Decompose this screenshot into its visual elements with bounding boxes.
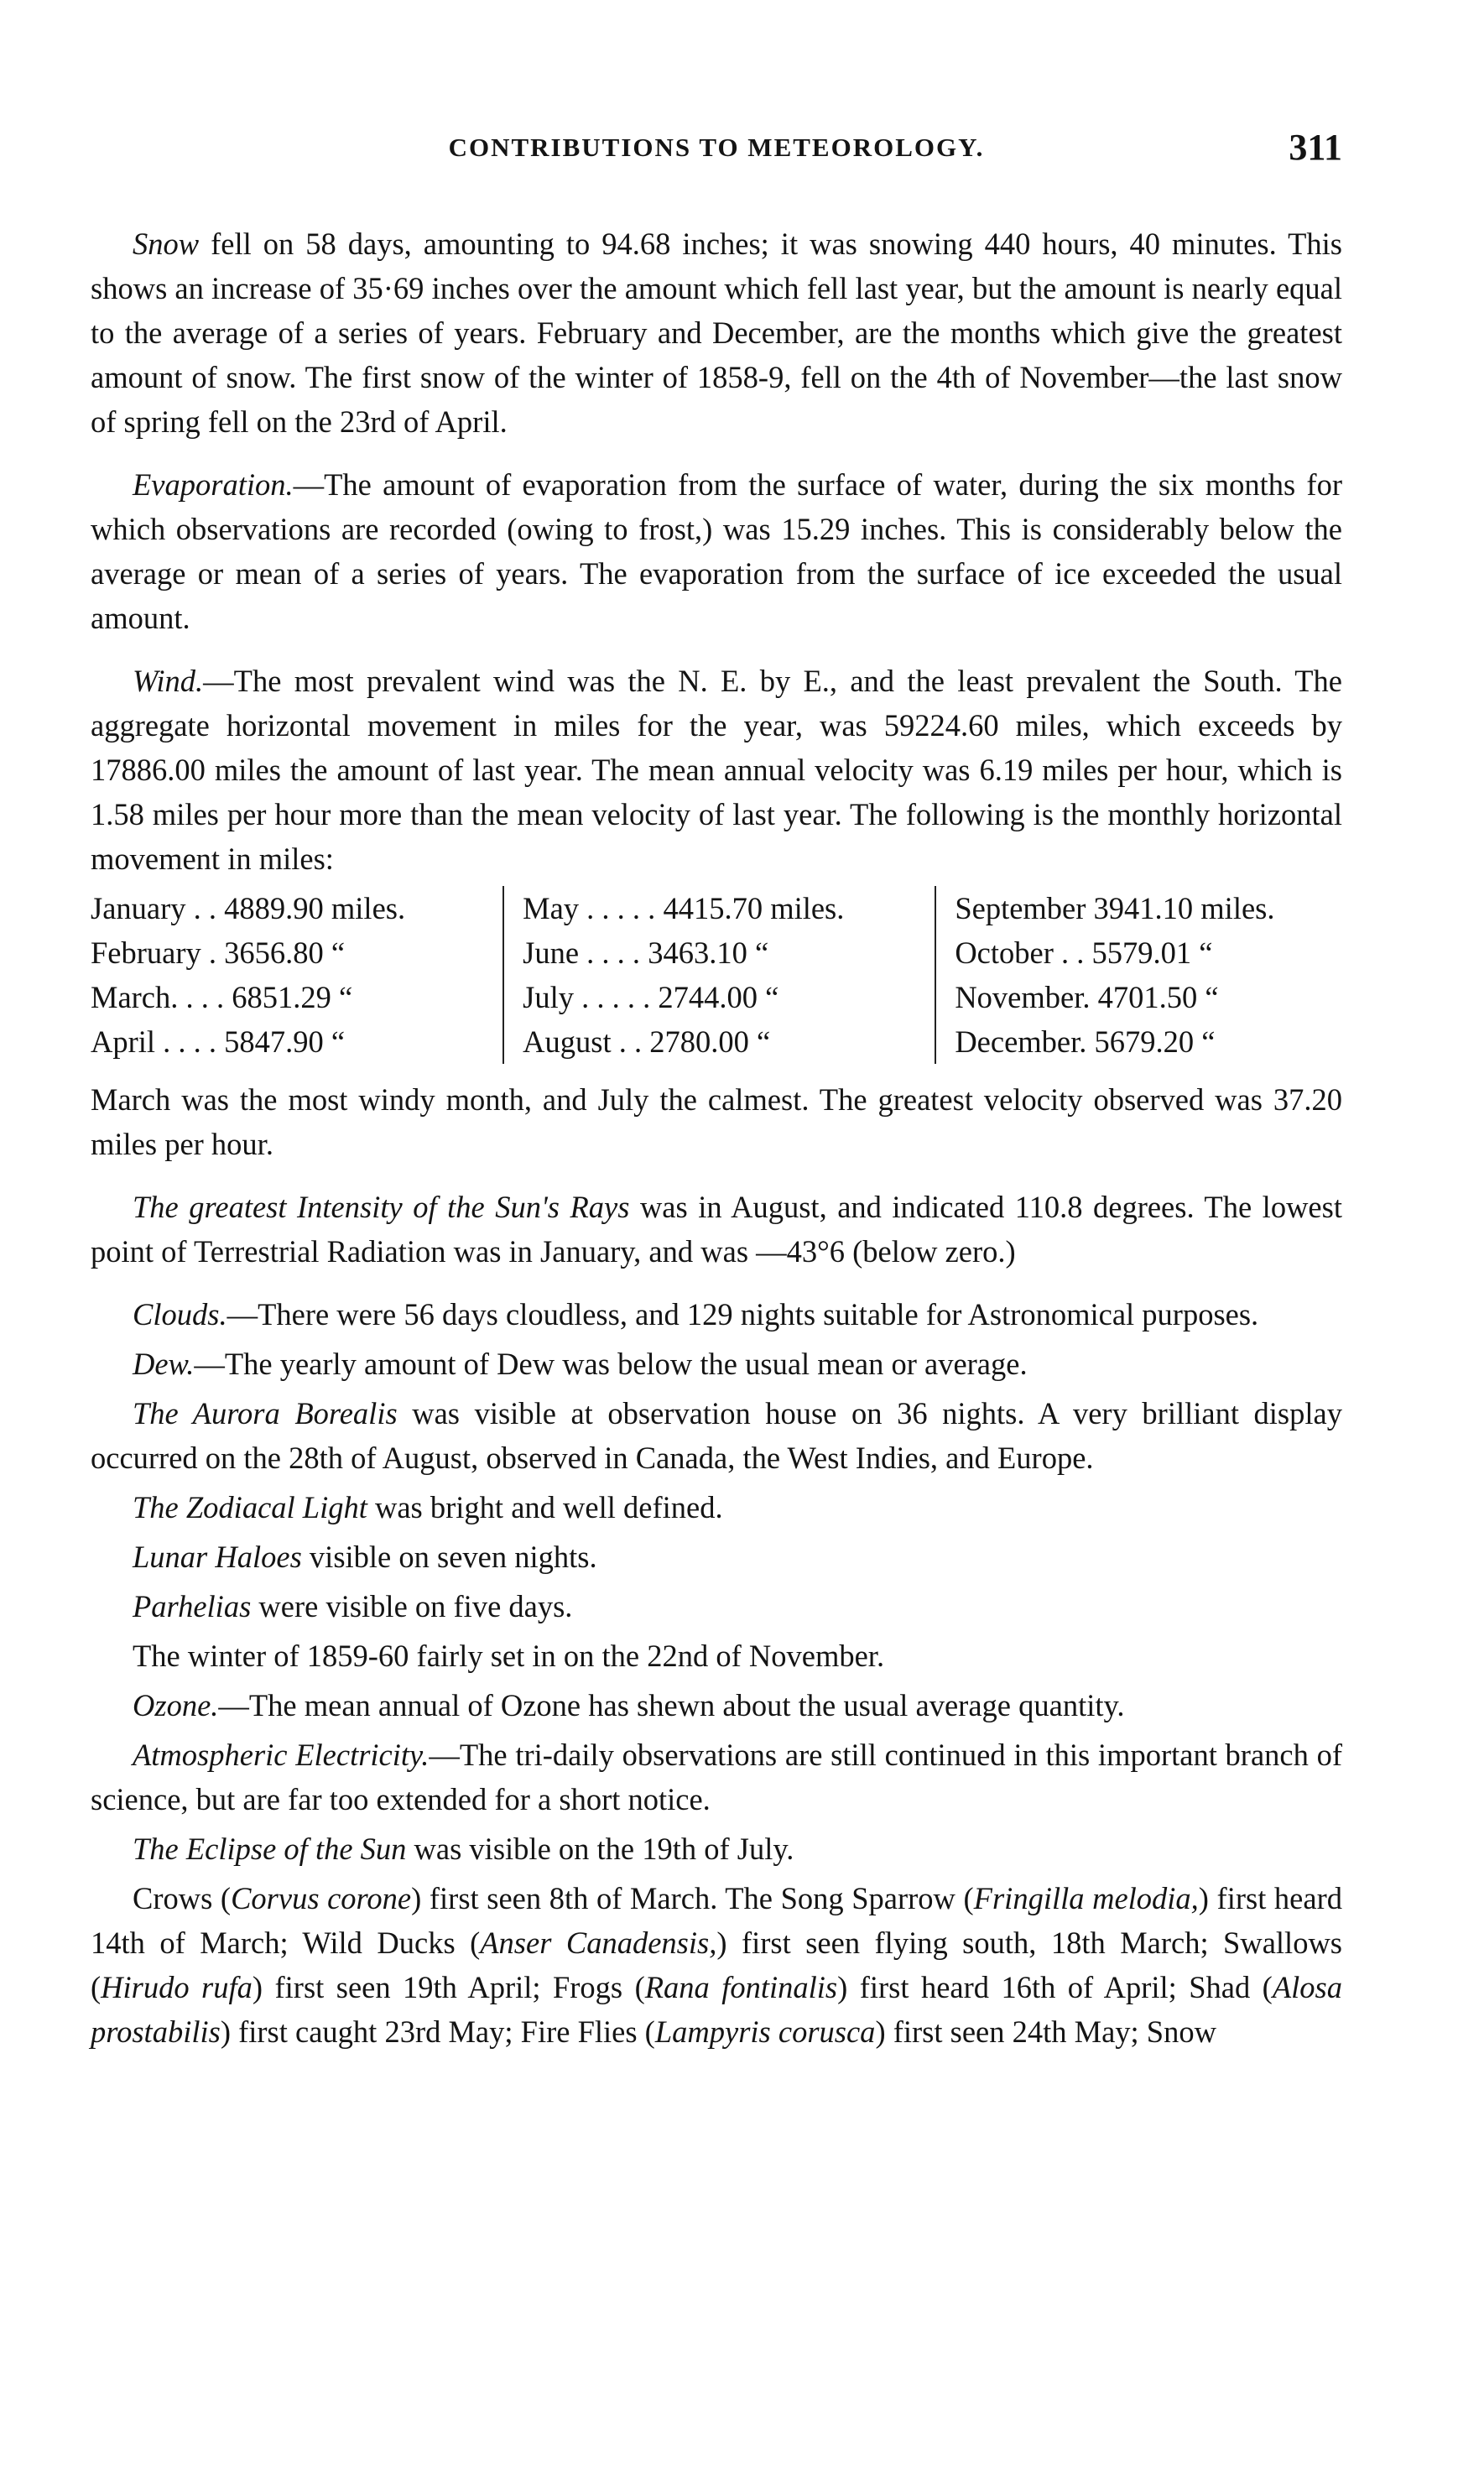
table-row	[955, 975, 1342, 1019]
paragraph-wind	[91, 659, 1342, 881]
text-ozone: —The mean annual of Ozone has shewn about the usual average quantity.	[218, 1688, 1125, 1722]
lead-snow: Snow	[133, 227, 200, 261]
lead-parhelias: Parhelias	[133, 1589, 252, 1623]
text-evaporation: —The amount of evaporation from the surface of water, during the six months for which observations are recorded (owing to frost,) was 15.29 inches. This is considerably below the average or mean of a series of years. The evaporation from the surface of ice exceeded the usual amount.	[91, 467, 1342, 635]
wind-movement-table	[91, 886, 1342, 1064]
text-fragment: ) first seen 8th of March. The Song Sparrow (	[411, 1881, 974, 1915]
text-aurora: was visible at observation house on 36 nights. A very brilliant display occurred on the 28th of August, observed in Canada, the West Indies, and Europe.	[91, 1396, 1342, 1475]
month-unit: “	[1199, 935, 1213, 970]
month-label: April . . . .	[91, 1024, 217, 1059]
month-label: July . . . . .	[523, 980, 651, 1014]
text-fragment: ) first caught 23rd May; Fire Flies (	[220, 2014, 655, 2049]
lead-aurora: The Aurora Borealis	[133, 1396, 398, 1431]
month-value: 4889.90	[224, 891, 324, 925]
text-fragment: ) first seen 24th May; Snow	[875, 2014, 1216, 2049]
lead-wind: Wind.	[133, 664, 204, 698]
lead-ozone: Ozone.	[133, 1688, 219, 1722]
month-label: January . .	[91, 891, 217, 925]
running-head-title: CONTRIBUTIONS TO METEOROLOGY.	[448, 133, 985, 162]
lead-clouds: Clouds.	[133, 1297, 227, 1331]
month-unit: “	[757, 1024, 771, 1059]
month-unit: miles.	[770, 891, 845, 925]
paragraph-wind-summary: March was the most windy month, and July the calmest. The greatest velocity observed was 37.20 miles per hour.	[91, 1082, 1342, 1161]
month-label: May . . . . .	[523, 891, 656, 925]
month-unit: “	[754, 935, 769, 970]
species-name: Alosa prostabilis	[91, 1970, 1342, 2049]
table-row	[91, 975, 502, 1019]
month-value: 4415.70	[663, 891, 763, 925]
month-label: February .	[91, 935, 217, 970]
species-name: Lampyris corusca	[654, 2014, 876, 2049]
month-value: 2780.00	[649, 1024, 749, 1059]
table-row	[523, 886, 935, 930]
month-label: March. . . .	[91, 980, 225, 1014]
month-value: 3656.80	[224, 935, 324, 970]
month-label: November.	[955, 980, 1091, 1014]
lead-zodiacal: The Zodiacal Light	[133, 1490, 367, 1524]
month-unit: “	[1205, 980, 1219, 1014]
paragraph-ozone	[91, 1683, 1342, 1728]
month-value: 5679.20	[1094, 1024, 1195, 1059]
lead-evaporation: Evaporation.	[133, 467, 294, 502]
paragraph-sun-rays	[91, 1185, 1342, 1274]
paragraph-dew	[91, 1342, 1342, 1386]
month-label: August . .	[523, 1024, 643, 1059]
table-row	[91, 930, 502, 975]
lead-sun-rays: The greatest Intensity of the Sun's Rays	[133, 1190, 630, 1224]
month-unit: miles.	[331, 891, 406, 925]
species-name: Anser Canadensis,	[480, 1926, 717, 1960]
month-unit: “	[331, 1024, 346, 1059]
month-value: 5847.90	[224, 1024, 324, 1059]
table-row	[91, 886, 502, 930]
paragraph-parhelias	[91, 1584, 1342, 1629]
paragraph-eclipse	[91, 1827, 1342, 1871]
table-row	[523, 1019, 935, 1064]
paragraph-electricity	[91, 1733, 1342, 1821]
month-unit: “	[331, 935, 346, 970]
month-value: 3941.10	[1093, 891, 1194, 925]
month-value: 6851.29	[232, 980, 331, 1014]
text-fragment: ) first seen flying south, 18th March; Swallows (	[91, 1926, 1343, 2004]
paragraph-zodiacal	[91, 1485, 1342, 1530]
lead-dew: Dew.	[133, 1347, 195, 1381]
month-label: September	[955, 891, 1086, 925]
month-value: 4701.50	[1097, 980, 1198, 1014]
text-zodiacal: was bright and well defined.	[367, 1490, 723, 1524]
lead-electricity: Atmospheric Electricity.	[133, 1738, 430, 1772]
text-snow: fell on 58 days, amounting to 94.68 inches; it was snowing 440 hours, 40 minutes. This shows an increase of 35·69 inches over the amount which fell last year, but the amount is nearly equal to the average of a series of years. February and December, are the months which give the greatest amount of snow. The first snow of the winter of 1858-9, fell on the 4th of November—the last snow of spring fell on the 23rd of April.	[91, 227, 1342, 439]
text-wind: —The most prevalent wind was the N. E. by E., and the least prevalent the South. The aggregate horizontal movement in miles for the year, was 59224.60 miles, which exceeds by 17886.00 miles the amount of last year. The mean annual velocity was 6.19 miles per hour, which is 1.58 miles per hour more than the mean velocity of last year. The following is the monthly horizontal movement in miles:	[91, 664, 1342, 876]
text-fragment: ) first seen 19th April; Frogs (	[252, 1970, 645, 2004]
month-unit: miles.	[1200, 891, 1275, 925]
table-column-3	[935, 886, 1342, 1064]
text-fragment: Crows (	[133, 1881, 232, 1915]
table-row	[955, 930, 1342, 975]
month-unit: “	[1201, 1024, 1216, 1059]
text-eclipse: was visible on the 19th of July.	[406, 1832, 794, 1866]
month-label: June . . . .	[523, 935, 641, 970]
page	[91, 126, 1342, 2072]
paragraph-evaporation	[91, 462, 1342, 640]
text-electricity: —The tri-daily observations are still continued in this important branch of science, but are far too extended for a short notice.	[91, 1738, 1343, 1816]
species-name: Rana fontinalis	[644, 1970, 838, 2004]
paragraph-phenology	[91, 1876, 1342, 2054]
paragraph-lunar	[91, 1535, 1342, 1579]
month-value: 5579.01	[1091, 935, 1192, 970]
month-label: October . .	[955, 935, 1085, 970]
table-row	[523, 975, 935, 1019]
paragraph-aurora	[91, 1391, 1342, 1480]
text-lunar: visible on seven nights.	[301, 1540, 597, 1574]
species-name: Hirudo rufa	[101, 1970, 253, 2004]
text-sun-rays: was in August, and indicated 110.8 degrees. The lowest point of Terrestrial Radiation was in January, and was —43°6 (below zero.)	[91, 1190, 1342, 1269]
paragraph-winter: The winter of 1859-60 fairly set in on the 22nd of November.	[133, 1639, 885, 1673]
paragraph-clouds	[91, 1292, 1342, 1337]
table-row	[955, 1019, 1342, 1064]
table-column-1	[91, 886, 502, 1064]
page-number: 311	[1289, 127, 1342, 168]
text-fragment: ) first heard 14th of March; Wild Ducks (	[91, 1881, 1342, 1960]
running-head	[91, 126, 1342, 185]
text-clouds: —There were 56 days cloudless, and 129 nights suitable for Astronomical purposes.	[227, 1297, 1259, 1331]
table-row	[523, 930, 935, 975]
table-row	[91, 1019, 502, 1064]
month-label: December.	[955, 1024, 1087, 1059]
month-unit: “	[765, 980, 779, 1014]
month-unit: “	[339, 980, 353, 1014]
species-name: Corvus corone	[231, 1881, 412, 1915]
text-parhelias: were visible on five days.	[251, 1589, 573, 1623]
table-row	[955, 886, 1342, 930]
text-dew: —The yearly amount of Dew was below the usual mean or average.	[194, 1347, 1028, 1381]
table-column-2	[502, 886, 935, 1064]
lead-lunar: Lunar Haloes	[133, 1540, 302, 1574]
paragraph-snow	[91, 221, 1342, 444]
month-value: 3463.10	[648, 935, 747, 970]
month-value: 2744.00	[658, 980, 758, 1014]
species-name: Fringilla melodia,	[973, 1881, 1199, 1915]
text-fragment: ) first heard 16th of April; Shad (	[837, 1970, 1273, 2004]
lead-eclipse: The Eclipse of the Sun	[133, 1832, 407, 1866]
